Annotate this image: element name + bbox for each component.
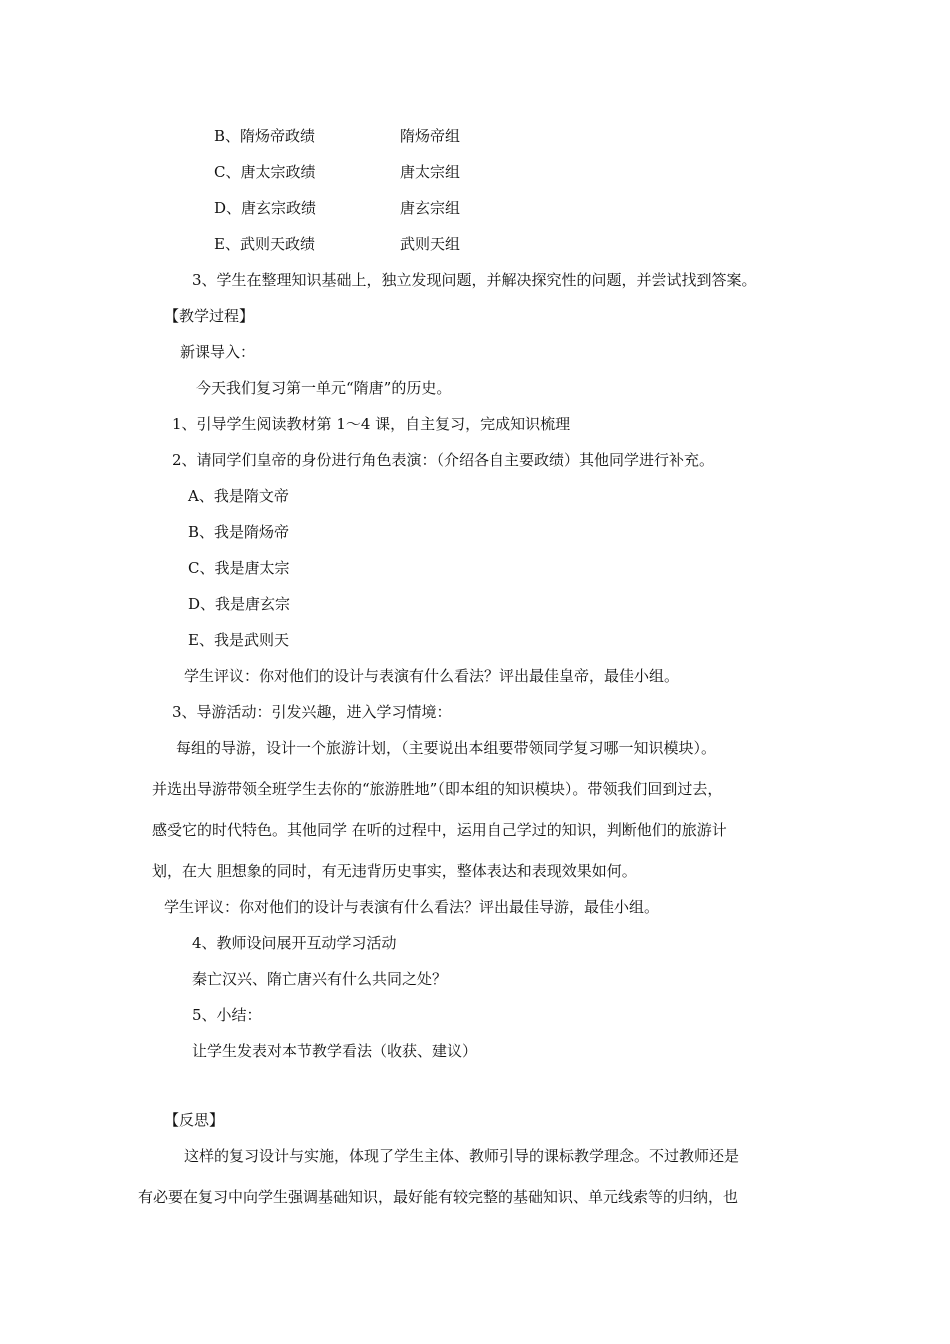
discussion-question: 秦亡汉兴、隋亡唐兴有什么共同之处？ (192, 970, 448, 988)
assignment-group: 隋炀帝组 (400, 127, 461, 145)
assignment-item: C、唐太宗政绩 (214, 163, 316, 181)
assignment-group: 唐玄宗组 (400, 199, 461, 217)
step-1: 1、引导学生阅读教材第 1～4 课，自主复习，完成知识梳理 (172, 415, 571, 433)
intro-label: 新课导入： (180, 343, 256, 361)
reflection-line: 这样的复习设计与实施，体现了学生主体、教师引导的课标教学理念。不过教师还是 (184, 1147, 740, 1165)
reflection-heading: 【反思】 (164, 1111, 225, 1129)
step-2: 2、请同学们皇帝的身份进行角色表演：（介绍各自主要政绩）其他同学进行补充。 (172, 451, 715, 469)
paragraph-line: 每组的导游，设计一个旅游计划，（主要说出本组要带领同学复习哪一知识模块）。 (176, 739, 717, 757)
step-3: 3、导游活动：引发兴趣，进入学习情境： (172, 703, 452, 721)
assignment-item: E、武则天政绩 (214, 235, 315, 253)
step-4: 4、教师设问展开互动学习活动 (192, 934, 397, 952)
assignment-group: 唐太宗组 (400, 163, 461, 181)
objective-3: 3、学生在整理知识基础上，独立发现问题，并解决探究性的问题，并尝试找到答案。 (192, 271, 757, 289)
role-item: A、我是隋文帝 (188, 487, 289, 505)
role-item: B、我是隋炀帝 (188, 523, 290, 541)
assignment-item: B、隋炀帝政绩 (214, 127, 316, 145)
intro-text: 今天我们复习第一单元“隋唐”的历史。 (196, 379, 452, 397)
student-comment-1: 学生评议：你对他们的设计与表演有什么看法？评出最佳皇帝，最佳小组。 (184, 667, 680, 685)
paragraph-line: 划，在大 胆想象的同时，有无违背历史事实，整体表达和表现效果如何。 (152, 862, 637, 880)
paragraph-line: 感受它的时代特色。其他同学 在听的过程中，运用自己学过的知识，判断他们的旅游计 (152, 821, 727, 839)
assignment-group: 武则天组 (400, 235, 461, 253)
student-comment-2: 学生评议：你对他们的设计与表演有什么看法？评出最佳导游，最佳小组。 (164, 898, 660, 916)
paragraph-line: 并选出导游带领全班学生去你的“旅游胜地”（即本组的知识模块）。带领我们回到过去， (152, 780, 723, 798)
role-item: E、我是武则天 (188, 631, 289, 649)
assignment-item: D、唐玄宗政绩 (214, 199, 317, 217)
reflection-line: 有必要在复习中向学生强调基础知识，最好能有较完整的基础知识、单元线索等的归纳，也 (138, 1188, 739, 1206)
summary-text: 让学生发表对本节教学看法（收获、建议） (192, 1042, 478, 1060)
process-heading: 【教学过程】 (164, 307, 255, 325)
step-5: 5、小结： (192, 1006, 262, 1024)
role-item: C、我是唐太宗 (188, 559, 290, 577)
role-item: D、我是唐玄宗 (188, 595, 291, 613)
